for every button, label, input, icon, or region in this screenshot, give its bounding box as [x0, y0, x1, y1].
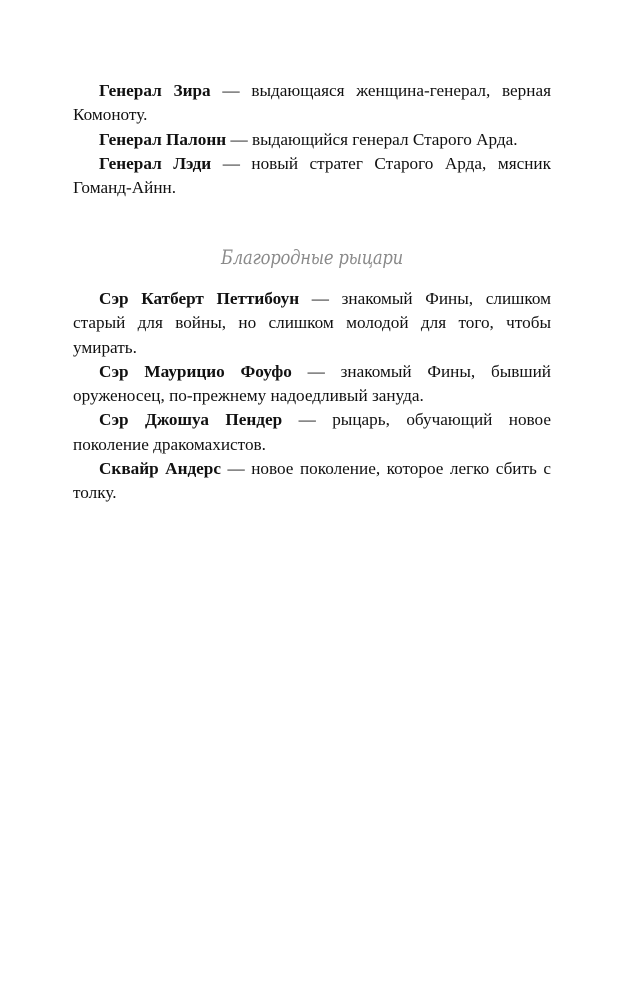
character-entry-zira [73, 79, 551, 128]
generals-list [73, 79, 551, 200]
character-name: Сэр Маурицио Фоуфо [99, 361, 292, 381]
character-entry-foufo [73, 360, 551, 409]
character-name: Генерал Лэди [99, 153, 212, 173]
character-description: — выдающаяся женщина-генерал, верная Комоноту. [73, 81, 551, 125]
section-heading: Благородные рыцари [221, 245, 403, 269]
character-name: Сэр Джошуа Пендер [99, 410, 283, 430]
character-description: — рыцарь, обучающий новое поколение дракомахистов. [73, 410, 551, 454]
character-name: Генерал Палонн [99, 129, 227, 149]
character-description: — новое поколение, которое легко сбить с толку. [73, 459, 552, 503]
character-entry-ledi [73, 152, 551, 201]
character-description: — знакомый Фины, слишком старый для войны, но слишком молодой для того, чтобы умирать. [73, 289, 552, 357]
character-name: Сквайр Андерс [99, 459, 221, 479]
character-name: Сэр Катберт Петтибоун [99, 289, 300, 308]
character-entry-anders [73, 457, 551, 506]
character-entry-palonn [73, 128, 551, 152]
character-description: — выдающийся генерал Старого Арда. [226, 129, 518, 149]
character-description: — новый стратег Старого Арда, мясник Гоманд-Айнн. [73, 153, 551, 198]
knights-list [73, 287, 551, 506]
character-name: Генерал Зира [99, 81, 211, 100]
character-description: — знакомый Фины, бывший оруженосец, по-прежнему надоедливый зануда. [73, 361, 552, 406]
character-entry-pettiboun [73, 287, 551, 360]
character-entry-pender [73, 408, 551, 457]
